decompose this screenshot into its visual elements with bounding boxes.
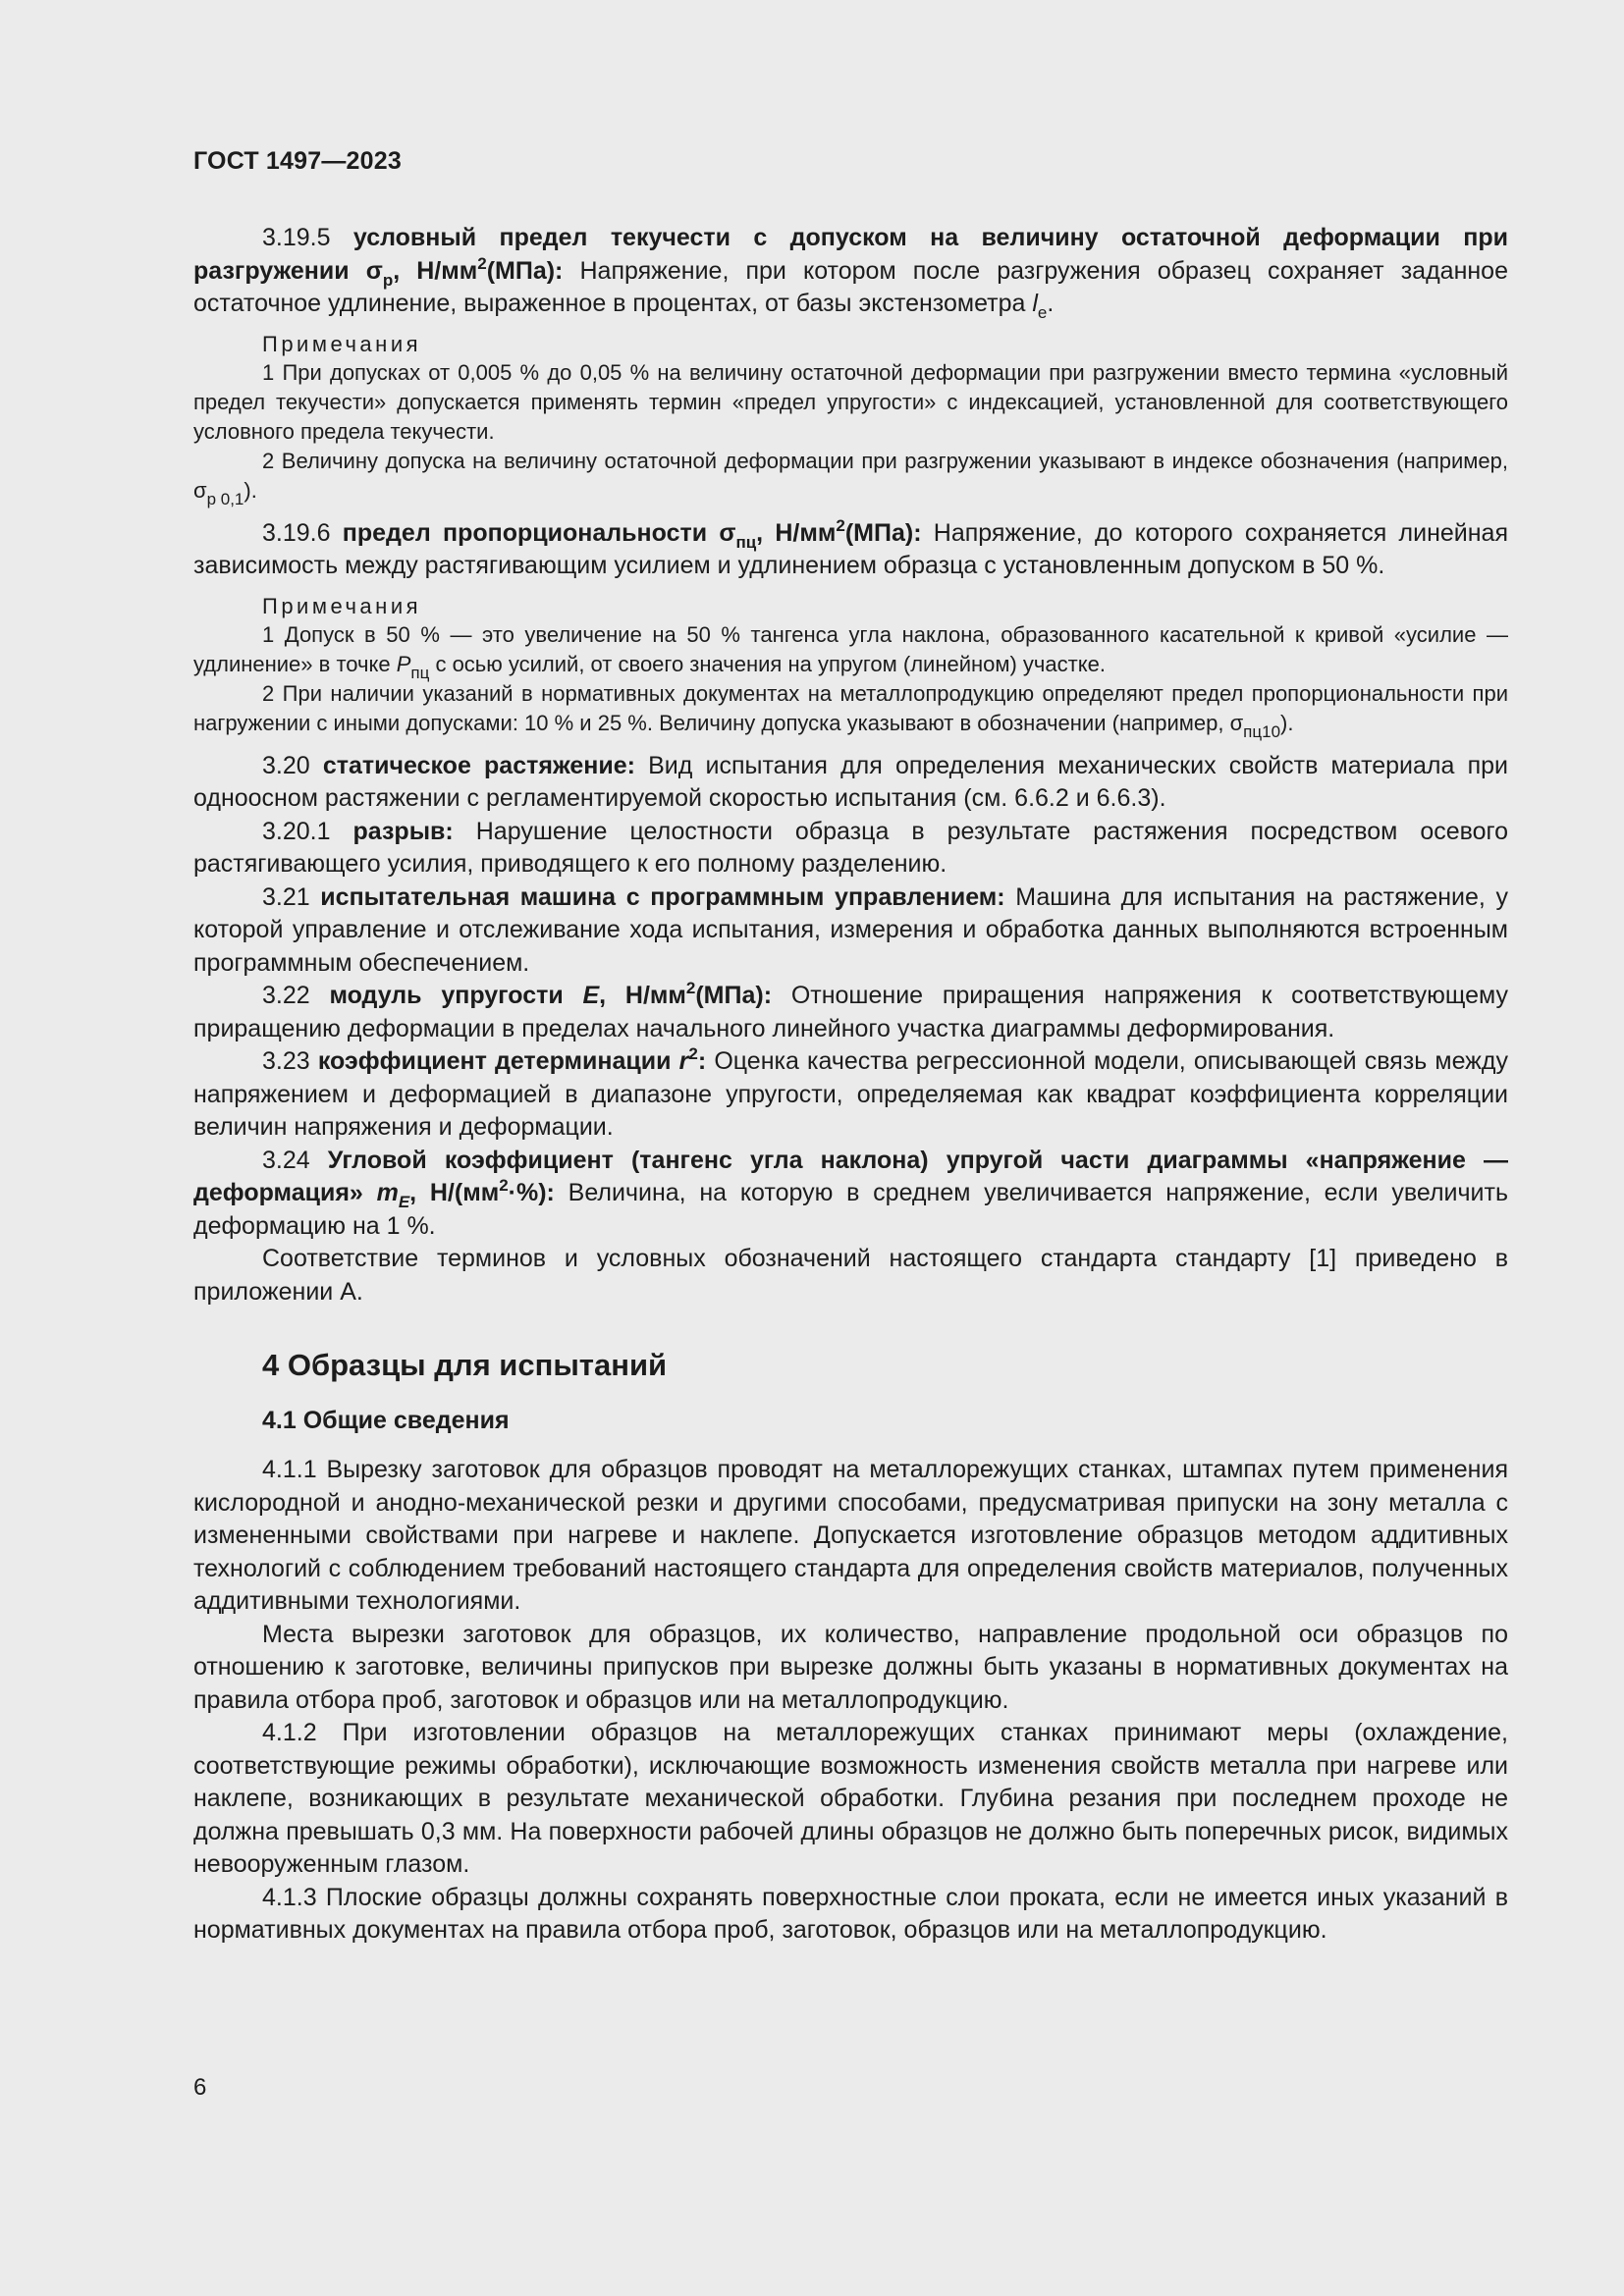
- note-text: 2 При наличии указаний в нормативных документах на металлопродукцию определяют предел пропорциональности при нагружении с иными допусками: 10 % и 25 %. Величину допуска указывают в обозначении (например, σ: [193, 680, 1508, 735]
- clause-number: 3.24: [262, 1146, 328, 1174]
- clause-number: 3.23: [262, 1047, 318, 1075]
- term-name: [342, 515, 922, 552]
- term-name: статическое растяжение:: [322, 751, 635, 779]
- subscript: пц: [410, 663, 430, 682]
- term-3-19-6: [193, 517, 1508, 583]
- term-unit-end: (МПа):: [695, 982, 773, 1009]
- term-unit-end: ·%):: [508, 1179, 555, 1206]
- document-code-header: ГОСТ 1497—2023: [193, 147, 402, 175]
- term-text: Угловой коэффициент (тангенс угла наклона) упругой части диаграммы «напряжение — деформация»: [193, 1146, 1509, 1206]
- note-1: 1 При допусках от 0,005 % до 0,05 % на величину остаточной деформации при разгружении вместо термина «условный предел текучести» допускается применять термин «предел упругости» с индексацией, установленной для соответствующего условного предела текучести.: [193, 359, 1508, 444]
- superscript: 2: [477, 253, 487, 273]
- term-unit: , Н/(мм: [409, 1179, 500, 1206]
- subscript: р 0,1: [206, 489, 244, 508]
- term-unit: , Н/мм: [393, 256, 478, 285]
- term-name: разрыв:: [352, 817, 454, 845]
- paragraph-4-1-2: 4.1.2 При изготовлении образцов на металлорежущих станках принимают меры (охлаждение, соответствующие режимы обработки), исключающие возможность изменения свойств металла при нагреве или наклепе, возникающих в результате механической обработки. Глубина резания при последнем проходе не должна превышать 0,3 мм. На поверхности рабочей длины образцов не должно быть поперечных рисок, видимых невооруженным глазом.: [193, 1719, 1508, 1878]
- term-3-23: [193, 1045, 1508, 1145]
- superscript: 2: [836, 515, 845, 535]
- term-3-24: [193, 1145, 1508, 1244]
- superscript: 2: [685, 979, 696, 997]
- term-definition: Напряжение, при котором после разгружения образец сохраняет заданное остаточное удлинение, выраженное в процентах, от базы экстензометра: [193, 256, 1508, 317]
- clause-number: 3.21: [262, 882, 321, 911]
- variable: l: [1032, 290, 1038, 317]
- term-unit-end: (МПа):: [844, 518, 922, 547]
- term-definition: Вид испытания для определения механических свойств материала при одноосном растяжении с регламентируемой скоростью испытания (см. 6.6.2 и 6.6.3).: [193, 751, 1508, 812]
- subscript: пц: [735, 532, 757, 552]
- clause-number: 3.20: [262, 751, 323, 779]
- term-unit-end: (МПа):: [486, 256, 564, 285]
- term-definition: Нарушение целостности образца в результате растяжения посредством осевого растягивающего усилия, приводящего к его полному разделению.: [193, 817, 1509, 878]
- note-1: [193, 620, 1508, 682]
- correspondence-paragraph: Соответствие терминов и условных обозначений настоящего стандарта стандарту [1] приведено в приложении А.: [193, 1245, 1508, 1306]
- punctuation: ).: [1280, 710, 1294, 735]
- term-name: [317, 1044, 707, 1075]
- variable: m: [376, 1179, 399, 1206]
- note-2: [193, 447, 1508, 506]
- term-unit: , Н/мм: [756, 518, 837, 547]
- term-definition: Напряжение, до которого сохраняется линейная зависимость между растягивающим усилием и удлинением образца с установленным допуском в 50 %.: [193, 518, 1508, 579]
- punctuation: .: [1047, 290, 1055, 317]
- notes-title: Примечания: [262, 331, 422, 356]
- note-text: 2 Величину допуска на величину остаточной деформации при разгружении указывают в индексе обозначения (например, σ: [193, 448, 1508, 503]
- term-3-20-1: [193, 816, 1508, 881]
- note-2: [193, 679, 1508, 741]
- clause-number: 3.20.1: [262, 817, 353, 845]
- notes-title: Примечания: [262, 593, 422, 618]
- page-content: [193, 222, 1508, 1948]
- subscript: пц10: [1243, 721, 1281, 741]
- paragraph-4-1-1: 4.1.1 Вырезку заготовок для образцов проводят на металлорежущих станках, штампах путем применения кислородной и анодно-механической резки и другими способами, предусматривая припуски на зону металла с измененными свойствами при нагреве и наклепе. Допускается изготовление образцов методом аддитивных технологий с соблюдением требований настоящего стандарта для определения свойств материалов, полученных аддитивными технологиями.: [193, 1456, 1508, 1615]
- superscript: 2: [688, 1044, 698, 1063]
- punctuation: ).: [244, 477, 257, 503]
- variable: r: [678, 1047, 689, 1075]
- paragraph-4-1-3: 4.1.3 Плоские образцы должны сохранять поверхностные слои проката, если не имеется иных указаний в нормативных документах на правила отбора проб, заготовок, образцов или на металлопродукцию.: [193, 1883, 1508, 1944]
- page-number: 6: [193, 2074, 207, 2101]
- term-text: модуль упругости: [329, 982, 583, 1009]
- superscript: 2: [499, 1176, 509, 1195]
- term-definition: Отношение приращения напряжения к соответствующему приращению деформации в пределах начального линейного участка диаграммы деформирования.: [193, 982, 1508, 1042]
- term-name: [329, 979, 773, 1009]
- subsection-4-1-title: 4.1 Общие сведения: [262, 1407, 510, 1434]
- term-3-20: [193, 750, 1508, 816]
- term-unit: , Н/мм: [599, 982, 686, 1009]
- clause-number: 3.22: [262, 982, 330, 1009]
- note-text-end: с осью усилий, от своего значения на упругом (линейном) участке.: [429, 651, 1106, 676]
- term-text: коэффициент детерминации: [317, 1047, 679, 1075]
- section-4-title: 4 Образцы для испытаний: [262, 1348, 668, 1382]
- subscript: р: [382, 270, 394, 290]
- term-3-19-5: [193, 222, 1508, 321]
- variable: P: [396, 651, 411, 676]
- term-3-22: [193, 980, 1508, 1045]
- term-unit-end: :: [697, 1047, 707, 1075]
- subscript: e: [1037, 303, 1048, 322]
- term-text: предел пропорциональности σ: [342, 518, 736, 547]
- clause-number: 3.19.5: [262, 224, 353, 251]
- term-3-21: [193, 881, 1508, 981]
- term-definition: Оценка качества регрессионной модели, описывающей связь между напряжением и деформацией в диапазоне упругости, определяемая как квадрат коэффициента корреляции величин напряжения и деформации.: [193, 1047, 1508, 1141]
- term-definition: Машина для испытания на растяжение, у которой управление и отслеживание хода испытания, измерения и обработка данных выполняются встроенным программным обеспечением.: [193, 882, 1508, 977]
- term-name: испытательная машина с программным управлением:: [320, 882, 1005, 911]
- term-definition: Величина, на которую в среднем увеличивается напряжение, если увеличить деформацию на 1 %.: [193, 1179, 1508, 1240]
- term-text: условный предел текучести с допуском на величину остаточной деформации при разгружении σ: [193, 224, 1509, 285]
- variable: E: [582, 982, 600, 1009]
- paragraph-4-1-1-cont: Места вырезки заготовок для образцов, их количество, направление продольной оси образцов по отношению к заготовке, величины припусков при вырезке должны быть указаны в нормативных документах на правила отбора проб, заготовок и образцов или на металлопродукцию.: [193, 1620, 1508, 1714]
- subscript: E: [398, 1193, 410, 1211]
- clause-number: 3.19.6: [262, 518, 343, 547]
- note-text: 1 Допуск в 50 % — это увеличение на 50 % тангенса угла наклона, образованного касательной к кривой «усилие — удлинение» в точке: [193, 621, 1508, 676]
